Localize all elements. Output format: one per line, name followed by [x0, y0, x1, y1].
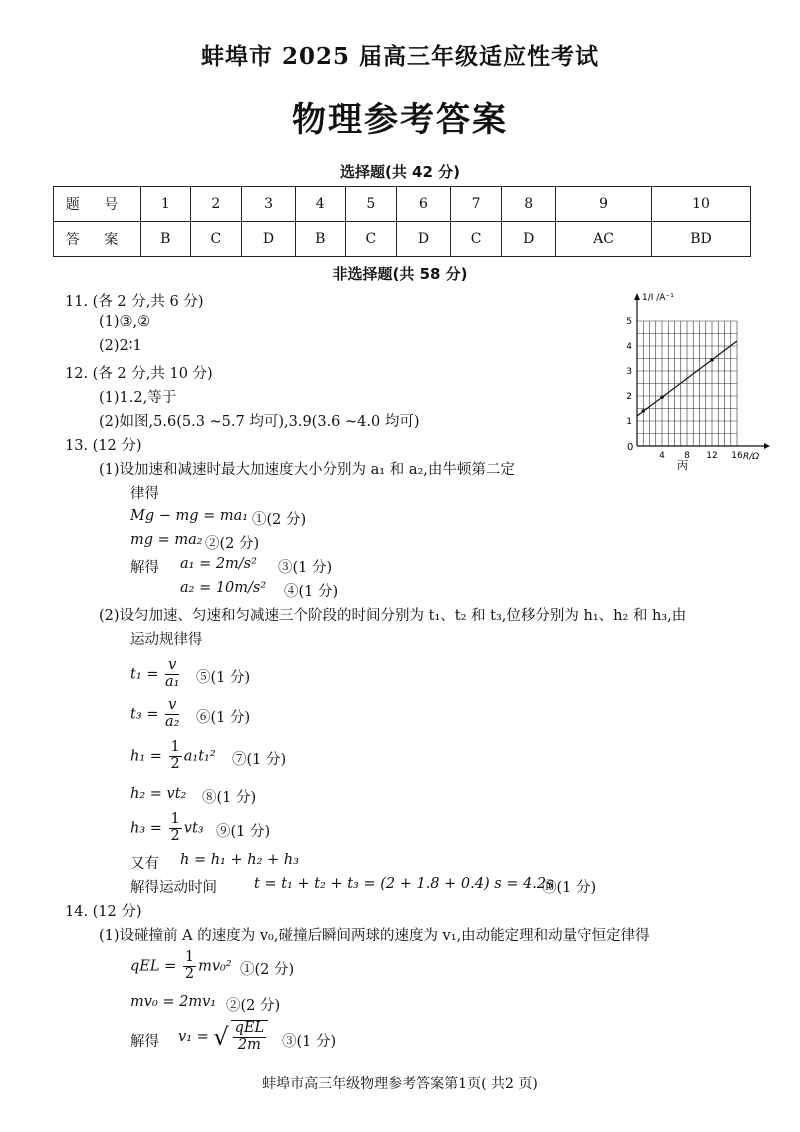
numerator: 1	[170, 811, 180, 827]
y-tick-label: 2	[626, 392, 632, 402]
numerator: v	[165, 658, 179, 675]
row-header-number: 题 号	[54, 187, 141, 222]
q12-answer-1: (1)1.2,等于	[99, 390, 177, 406]
origin-label: 0	[627, 442, 634, 453]
square-root	[213, 1020, 270, 1054]
q13-heading: 13. (12 分)	[65, 438, 142, 454]
x-axis-arrow-icon	[764, 443, 770, 449]
q13-eq9	[130, 812, 204, 845]
data-point	[660, 395, 664, 399]
q13-eq8-mark: ⑧(1 分)	[202, 790, 257, 806]
y-tick-label: 1	[626, 417, 632, 427]
answer-cell: C	[345, 222, 397, 257]
answer-cell: D	[242, 222, 296, 257]
answer-cell: C	[450, 222, 502, 257]
q-number: 8	[502, 187, 556, 222]
question-number-row	[54, 187, 751, 222]
numerator: 1	[184, 949, 195, 965]
y-tick-label: 4	[626, 342, 632, 352]
t1-label: t₁ =	[130, 666, 159, 683]
denominator: 2	[184, 965, 195, 982]
q14-heading: 14. (12 分)	[65, 904, 142, 920]
denominator: 2	[170, 755, 180, 772]
q14-eq1-mark: ①(2 分)	[240, 962, 295, 978]
q-number: 5	[345, 187, 397, 222]
q13-eq1: Mg − mg = ma₁	[130, 508, 249, 524]
eq1-rhs: mv₀²	[198, 958, 232, 975]
y-axis-label: 1/I /A⁻¹	[642, 293, 674, 303]
numerator: 1	[170, 739, 180, 755]
fraction	[165, 698, 179, 731]
q12-answer-2: (2)如图,5.6(5.3 ~5.7 均可),3.9(3.6 ~4.0 均可)	[99, 414, 420, 430]
answer-row	[54, 222, 751, 257]
q13-part2-text: (2)设匀加速、匀速和匀减速三个阶段的时间分别为 t₁、t₂ 和 t₃,位移分别为 h₁、h₂ 和 h₃,由	[99, 608, 687, 624]
denominator: 2	[170, 827, 180, 844]
q13-eq7-mark: ⑦(1 分)	[232, 752, 287, 768]
y-tick-label: 3	[626, 367, 632, 377]
q-number: 1	[141, 187, 191, 222]
answer-table	[53, 186, 751, 257]
h1-rhs: a₁t₁²	[183, 748, 216, 765]
answer-cell: B	[141, 222, 191, 257]
answer-cell: D	[502, 222, 556, 257]
answer-cell: C	[190, 222, 242, 257]
chart-title: 丙	[677, 459, 688, 472]
fraction	[165, 658, 179, 691]
mc-section-title: 选择题(共 42 分)	[339, 163, 461, 181]
chart-grid	[637, 321, 737, 446]
h1-label: h₁ =	[130, 748, 162, 765]
h3-rhs: vt₃	[183, 820, 204, 837]
q13-eq1-mark: ①(2 分)	[252, 512, 307, 528]
denominator: a₁	[165, 673, 180, 690]
q14-eq2-mark: ②(2 分)	[226, 998, 281, 1014]
t3-label: t₃ =	[130, 706, 159, 723]
x-tick-label: 8	[684, 451, 690, 461]
radicand-fraction	[231, 1020, 269, 1054]
q13-time-label: 解得运动时间	[130, 880, 217, 896]
y-axis-arrow-icon	[634, 293, 640, 300]
radical-sign-icon: √	[213, 1022, 229, 1051]
fraction	[169, 812, 182, 845]
q13-total-height-eq: h = h₁ + h₂ + h₃	[180, 852, 299, 868]
q13-time-eq: t = t₁ + t₂ + t₃ = (2 + 1.8 + 0.4) s = 4.2s	[254, 876, 554, 892]
q13-eq6	[130, 698, 181, 731]
q-number: 10	[652, 187, 751, 222]
q14-part1-text: (1)设碰撞前 A 的速度为 v₀,碰撞后瞬间两球的速度为 v₁,由动能定理和动量守恒定律得	[99, 928, 650, 944]
q-number: 3	[242, 187, 296, 222]
y-tick-label: 5	[626, 317, 632, 327]
q13-eq4: a₂ = 10m/s²	[180, 580, 267, 596]
q-number: 7	[450, 187, 502, 222]
q13-eq3-mark: ③(1 分)	[278, 560, 333, 576]
page-footer: 蚌埠市高三年级物理参考答案第1页( 共2 页)	[262, 1076, 538, 1092]
answer-cell: B	[295, 222, 345, 257]
q-number: 9	[556, 187, 652, 222]
exam-title: 蚌埠市 2025 届高三年级适应性考试	[200, 43, 600, 70]
q-number: 2	[190, 187, 242, 222]
v1-label: v₁ =	[178, 1028, 209, 1045]
q13-eq4-mark: ④(1 分)	[284, 584, 339, 600]
q13-eq5-mark: ⑤(1 分)	[196, 670, 251, 686]
fraction	[183, 950, 196, 983]
x-tick-label: 4	[659, 451, 665, 461]
q13-eq10-mark: ⑩(1 分)	[542, 880, 597, 896]
chart-ticks	[626, 317, 743, 461]
q13-solve-label: 解得	[130, 560, 159, 576]
q13-eq2: mg = ma₂	[130, 532, 203, 548]
data-point	[641, 409, 645, 413]
q13-also-label: 又有	[130, 856, 159, 872]
x-tick-label: 12	[706, 451, 718, 461]
q-number: 4	[295, 187, 345, 222]
q11-answer-1: (1)③,②	[99, 314, 151, 330]
q14-eq1	[130, 950, 232, 983]
denominator: 2m	[237, 1036, 261, 1053]
denominator: a₂	[165, 713, 180, 730]
h3-label: h₃ =	[130, 820, 162, 837]
q13-eq9-mark: ⑨(1 分)	[216, 824, 271, 840]
non-mc-section-title: 非选择题(共 58 分)	[332, 265, 468, 283]
q13-part2-text-cont: 运动规律得	[130, 632, 203, 648]
answer-cell: D	[397, 222, 451, 257]
q14-eq3	[178, 1020, 270, 1054]
q13-eq6-mark: ⑥(1 分)	[196, 710, 251, 726]
answer-cell: BD	[652, 222, 751, 257]
q13-eq3: a₁ = 2m/s²	[180, 556, 257, 572]
numerator: qEL	[234, 1020, 265, 1036]
x-tick-label: 16	[731, 451, 743, 461]
q13-eq2-mark: ②(2 分)	[205, 536, 260, 552]
q13-part1-text: (1)设加速和减速时最大加速度大小分别为 a₁ 和 a₂,由牛顿第二定	[99, 462, 515, 478]
q11-heading: 11. (各 2 分,共 6 分)	[65, 294, 204, 310]
q14-solve-label: 解得	[130, 1034, 159, 1050]
q14-eq3-mark: ③(1 分)	[282, 1034, 337, 1050]
answer-key-title: 物理参考答案	[292, 100, 508, 140]
numerator: v	[165, 698, 179, 715]
x-axis-label: R/Ω	[743, 452, 760, 462]
q13-eq8: h₂ = vt₂	[130, 786, 187, 802]
graph-1-over-i-vs-r	[612, 284, 772, 484]
q13-eq7	[130, 740, 216, 773]
q14-eq2: mv₀ = 2mv₁	[130, 994, 217, 1010]
q-number: 6	[397, 187, 451, 222]
q12-heading: 12. (各 2 分,共 10 分)	[65, 366, 213, 382]
row-header-answer: 答 案	[54, 222, 141, 257]
answer-cell: AC	[556, 222, 652, 257]
q11-answer-2: (2)2∶1	[99, 338, 142, 354]
q13-part1-text-cont: 律得	[130, 486, 159, 502]
fraction	[169, 740, 182, 773]
q13-eq5	[130, 658, 181, 691]
data-point	[710, 358, 714, 362]
eq1-lhs: qEL =	[130, 958, 177, 975]
